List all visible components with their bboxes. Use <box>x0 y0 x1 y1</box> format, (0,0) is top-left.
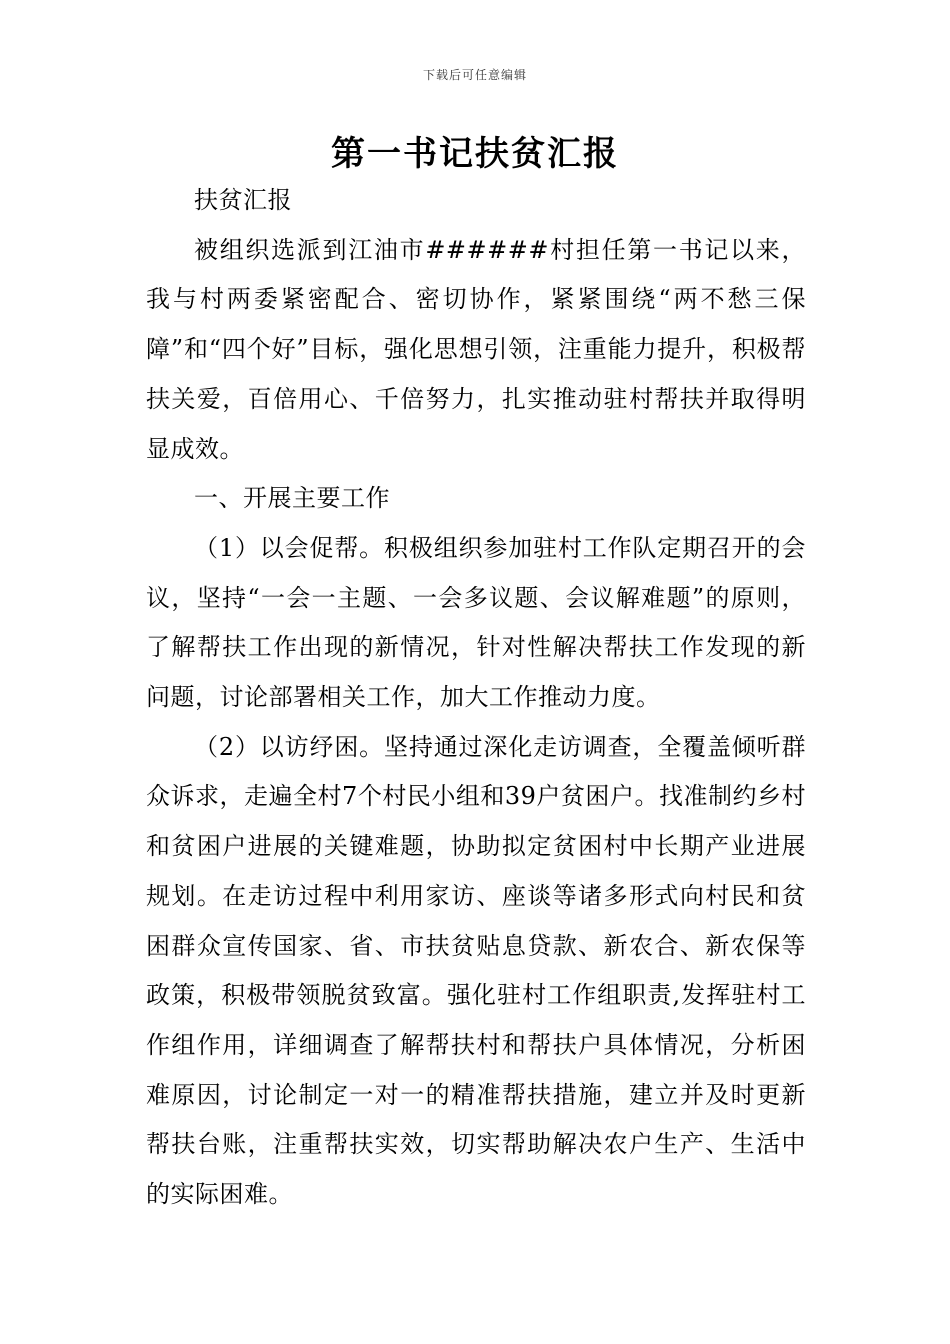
page-title: 第一书记扶贫汇报 <box>331 134 619 174</box>
header-note: 下载后可任意编辑 <box>422 68 527 82</box>
section-heading: 一、开展主要工作 <box>194 484 390 513</box>
item-2-paragraph: （2）以访纾困。坚持通过深化走访调查，全覆盖倾听群众诉求，走遍全村7个村民小组和39户贫困户。找准制约乡村和贫困户进展的关键难题，协助拟定贫困村中长期产业进展规划。在走访过程中利用家访、座谈等诸多形式向村民和贫困群众宣传国家、省、市扶贫贴息贷款、新农合、新农保等政策，积极带领脱贫致富。强化驻村工作组职责,发挥驻村工作组作用，详细调查了解帮扶村和帮扶户具体情况，分析困难原因，讨论制定一对一的精准帮扶措施，建立并及时更新帮扶台账，注重帮扶实效，切实帮助解决农户生产、生活中的实际困难。 <box>146 732 806 1209</box>
subtitle: 扶贫汇报 <box>194 186 292 214</box>
item-1-paragraph: （1）以会促帮。积极组织参加驻村工作队定期召开的会议，坚持“一会一主题、一会多议题、会议解难题”的原则，了解帮扶工作出现的新情况，针对性解决帮扶工作发现的新问题，讨论部署相关工作，加大工作推动力度。 <box>146 533 806 712</box>
document-body <box>146 176 806 1220</box>
intro-paragraph: 被组织选派到江油市######村担任第一书记以来，我与村两委紧密配合、密切协作，紧紧围绕“两不愁三保障”和“四个好”目标，强化思想引领，注重能力提升，积极帮扶关爱，百倍用心、千倍努力，扎实推动驻村帮扶并取得明显成效。 <box>146 235 806 463</box>
